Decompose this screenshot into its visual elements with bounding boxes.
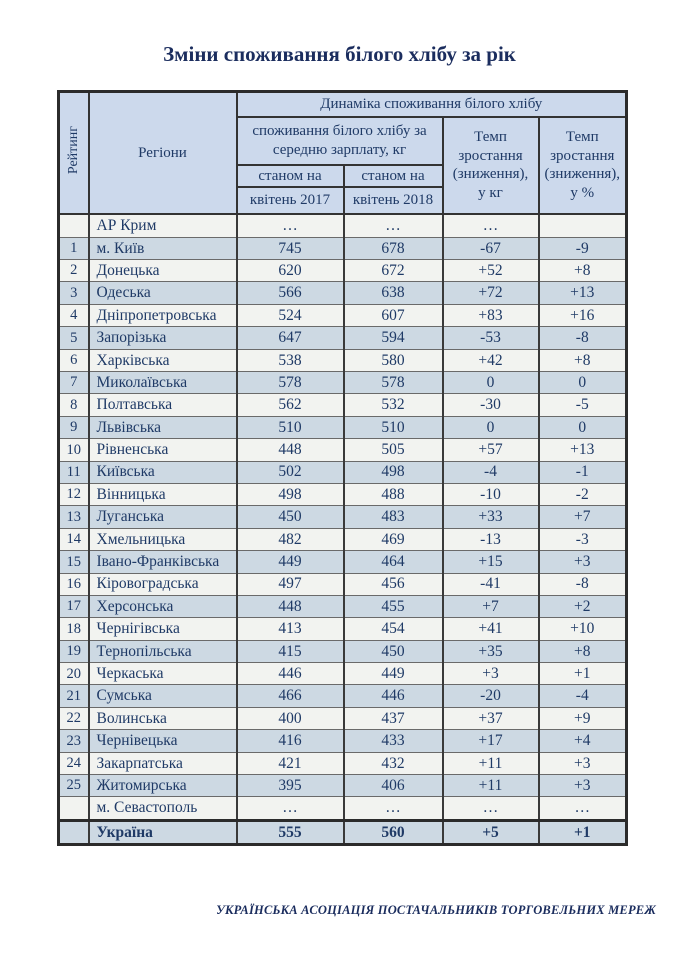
growth-kg-cell: 0 — [443, 371, 539, 393]
growth-kg-cell: -20 — [443, 685, 539, 707]
table-row — [59, 394, 627, 416]
rank-cell: 22 — [59, 707, 89, 729]
table-row — [59, 349, 627, 371]
growth-pct-cell: +3 — [539, 775, 627, 797]
growth-pct-cell: +16 — [539, 304, 627, 326]
rank-cell: 3 — [59, 282, 89, 304]
value-2017-cell: 538 — [237, 349, 344, 371]
rank-cell: 2 — [59, 260, 89, 282]
value-2018-cell: 450 — [344, 640, 443, 662]
rank-cell: 14 — [59, 528, 89, 550]
value-2018-cell: 638 — [344, 282, 443, 304]
table-row — [59, 327, 627, 349]
table-row — [59, 237, 627, 259]
rank-cell: 9 — [59, 416, 89, 438]
region-cell: Чернігівська — [89, 618, 237, 640]
growth-kg-cell: +11 — [443, 752, 539, 774]
table-row — [59, 461, 627, 483]
region-cell: Херсонська — [89, 595, 237, 617]
value-2018-cell: 406 — [344, 775, 443, 797]
growth-kg-cell: -67 — [443, 237, 539, 259]
growth-kg-cell: +57 — [443, 439, 539, 461]
value-2018-cell: 446 — [344, 685, 443, 707]
value-2017-cell: 745 — [237, 237, 344, 259]
region-cell: АР Крим — [89, 214, 237, 237]
growth-kg-cell: +17 — [443, 730, 539, 752]
value-2017-cell: 395 — [237, 775, 344, 797]
growth-pct-cell: +13 — [539, 439, 627, 461]
value-2018-cell: 532 — [344, 394, 443, 416]
growth-pct-cell: +1 — [539, 820, 627, 844]
value-2017-cell: … — [237, 797, 344, 820]
region-cell: Чернівецька — [89, 730, 237, 752]
header-rating-label: Рейтинг — [66, 126, 81, 175]
table-row — [59, 416, 627, 438]
table-row — [59, 707, 627, 729]
growth-pct-cell — [539, 214, 627, 237]
value-2018-cell: 580 — [344, 349, 443, 371]
growth-kg-cell: +5 — [443, 820, 539, 844]
growth-pct-cell: -9 — [539, 237, 627, 259]
value-2018-cell: 498 — [344, 461, 443, 483]
table-row — [59, 260, 627, 282]
growth-pct-cell: … — [539, 797, 627, 820]
value-2018-cell: 678 — [344, 237, 443, 259]
table-row — [59, 551, 627, 573]
header-dynamics: Динаміка споживання білого хлібу — [237, 92, 627, 117]
value-2017-cell: 502 — [237, 461, 344, 483]
region-cell: Черкаська — [89, 663, 237, 685]
growth-kg-cell: -41 — [443, 573, 539, 595]
value-2017-cell: 448 — [237, 439, 344, 461]
growth-kg-cell: -30 — [443, 394, 539, 416]
growth-pct-cell: -8 — [539, 327, 627, 349]
value-2018-cell: 488 — [344, 483, 443, 505]
value-2018-cell: 505 — [344, 439, 443, 461]
rank-cell: 13 — [59, 506, 89, 528]
growth-kg-cell: +7 — [443, 595, 539, 617]
value-2018-cell: … — [344, 214, 443, 237]
growth-pct-cell: +1 — [539, 663, 627, 685]
value-2018-cell: 560 — [344, 820, 443, 844]
region-cell: Тернопільська — [89, 640, 237, 662]
region-cell: Миколаївська — [89, 371, 237, 393]
table-row — [59, 439, 627, 461]
growth-pct-cell: -2 — [539, 483, 627, 505]
value-2018-cell: 464 — [344, 551, 443, 573]
region-cell: м. Київ — [89, 237, 237, 259]
growth-pct-cell: -4 — [539, 685, 627, 707]
table-row — [59, 506, 627, 528]
value-2018-cell: 455 — [344, 595, 443, 617]
growth-pct-cell: -5 — [539, 394, 627, 416]
growth-kg-cell: +83 — [443, 304, 539, 326]
growth-kg-cell: … — [443, 797, 539, 820]
growth-pct-cell: 0 — [539, 371, 627, 393]
growth-kg-cell: +33 — [443, 506, 539, 528]
region-cell: м. Севастополь — [89, 797, 237, 820]
growth-kg-cell: -4 — [443, 461, 539, 483]
growth-pct-cell: -3 — [539, 528, 627, 550]
rank-cell: 21 — [59, 685, 89, 707]
growth-pct-cell: +3 — [539, 752, 627, 774]
region-cell: Полтавська — [89, 394, 237, 416]
growth-kg-cell: +72 — [443, 282, 539, 304]
table-row — [59, 214, 627, 237]
value-2018-cell: 433 — [344, 730, 443, 752]
rank-cell: 7 — [59, 371, 89, 393]
header-asof-2017: станом на — [237, 165, 344, 188]
header-consumption: споживання білого хлібу за середню зарплату, кг — [237, 117, 443, 165]
value-2017-cell: 449 — [237, 551, 344, 573]
growth-pct-cell: +4 — [539, 730, 627, 752]
growth-kg-cell: +37 — [443, 707, 539, 729]
value-2017-cell: 415 — [237, 640, 344, 662]
region-cell: Київська — [89, 461, 237, 483]
growth-pct-cell: -8 — [539, 573, 627, 595]
consumption-table — [57, 90, 628, 846]
value-2018-cell: 578 — [344, 371, 443, 393]
region-cell: Івано-Франківська — [89, 551, 237, 573]
value-2017-cell: 498 — [237, 483, 344, 505]
header-regions: Регіони — [89, 92, 237, 215]
region-cell: Дніпропетровська — [89, 304, 237, 326]
growth-pct-cell: +8 — [539, 260, 627, 282]
region-cell: Харківська — [89, 349, 237, 371]
region-cell: Луганська — [89, 506, 237, 528]
value-2017-cell: 416 — [237, 730, 344, 752]
footer-text: УКРАЇНСЬКА АСОЦІАЦІЯ ПОСТАЧАЛЬНИКІВ ТОРГОВЕЛЬНИХ МЕРЕЖ — [216, 903, 656, 917]
rank-cell: 19 — [59, 640, 89, 662]
growth-kg-cell: -53 — [443, 327, 539, 349]
rank-cell: 23 — [59, 730, 89, 752]
rank-cell — [59, 820, 89, 844]
value-2018-cell: 672 — [344, 260, 443, 282]
growth-kg-cell: 0 — [443, 416, 539, 438]
table-row — [59, 685, 627, 707]
region-cell: Волинська — [89, 707, 237, 729]
value-2017-cell: 566 — [237, 282, 344, 304]
value-2018-cell: 449 — [344, 663, 443, 685]
rank-cell: 17 — [59, 595, 89, 617]
value-2017-cell: 578 — [237, 371, 344, 393]
value-2018-cell: 432 — [344, 752, 443, 774]
value-2017-cell: 446 — [237, 663, 344, 685]
table-header — [59, 92, 627, 215]
growth-kg-cell: +42 — [443, 349, 539, 371]
region-cell: Запорізька — [89, 327, 237, 349]
rank-cell: 15 — [59, 551, 89, 573]
region-cell: Україна — [89, 820, 237, 844]
value-2017-cell: 555 — [237, 820, 344, 844]
value-2017-cell: 450 — [237, 506, 344, 528]
rank-cell: 25 — [59, 775, 89, 797]
growth-pct-cell: +10 — [539, 618, 627, 640]
header-asof-2018: станом на — [344, 165, 443, 188]
table-row — [59, 640, 627, 662]
table-row — [59, 752, 627, 774]
header-april-2017: квітень 2017 — [237, 187, 344, 214]
value-2017-cell: 647 — [237, 327, 344, 349]
value-2017-cell: 448 — [237, 595, 344, 617]
value-2018-cell: 483 — [344, 506, 443, 528]
value-2017-cell: 400 — [237, 707, 344, 729]
table-row — [59, 304, 627, 326]
table-row — [59, 775, 627, 797]
region-cell: Кіровоградська — [89, 573, 237, 595]
growth-pct-cell: +8 — [539, 640, 627, 662]
growth-pct-cell: +2 — [539, 595, 627, 617]
rank-cell: 12 — [59, 483, 89, 505]
rank-cell: 10 — [59, 439, 89, 461]
value-2017-cell: 421 — [237, 752, 344, 774]
table-row — [59, 730, 627, 752]
growth-pct-cell: +3 — [539, 551, 627, 573]
table-row — [59, 595, 627, 617]
value-2018-cell: … — [344, 797, 443, 820]
growth-kg-cell: +52 — [443, 260, 539, 282]
rank-cell: 20 — [59, 663, 89, 685]
growth-kg-cell: +11 — [443, 775, 539, 797]
region-cell: Одеська — [89, 282, 237, 304]
growth-kg-cell: … — [443, 214, 539, 237]
header-april-2018: квітень 2018 — [344, 187, 443, 214]
header-growth-pct: Темп зростання (зниження), у % — [539, 117, 627, 215]
value-2018-cell: 456 — [344, 573, 443, 595]
growth-pct-cell: +7 — [539, 506, 627, 528]
value-2017-cell: 497 — [237, 573, 344, 595]
rank-cell: 6 — [59, 349, 89, 371]
rank-cell: 5 — [59, 327, 89, 349]
rank-cell: 18 — [59, 618, 89, 640]
header-growth-kg: Темп зростання (зниження), у кг — [443, 117, 539, 215]
value-2017-cell: … — [237, 214, 344, 237]
rank-cell — [59, 797, 89, 820]
value-2017-cell: 524 — [237, 304, 344, 326]
table-row — [59, 573, 627, 595]
region-cell: Хмельницька — [89, 528, 237, 550]
growth-pct-cell: +8 — [539, 349, 627, 371]
rank-cell: 1 — [59, 237, 89, 259]
table-row — [59, 663, 627, 685]
rank-cell: 11 — [59, 461, 89, 483]
value-2017-cell: 413 — [237, 618, 344, 640]
region-cell: Рівненська — [89, 439, 237, 461]
growth-kg-cell: -13 — [443, 528, 539, 550]
rank-cell: 16 — [59, 573, 89, 595]
value-2017-cell: 510 — [237, 416, 344, 438]
total-row — [59, 820, 627, 844]
growth-kg-cell: +35 — [443, 640, 539, 662]
value-2017-cell: 562 — [237, 394, 344, 416]
value-2018-cell: 510 — [344, 416, 443, 438]
table-row — [59, 528, 627, 550]
table-row — [59, 483, 627, 505]
region-cell: Львівська — [89, 416, 237, 438]
value-2017-cell: 482 — [237, 528, 344, 550]
rank-cell: 8 — [59, 394, 89, 416]
table-row — [59, 618, 627, 640]
region-cell: Донецька — [89, 260, 237, 282]
table-body — [59, 214, 627, 844]
growth-pct-cell: +9 — [539, 707, 627, 729]
value-2018-cell: 594 — [344, 327, 443, 349]
growth-kg-cell: +41 — [443, 618, 539, 640]
region-cell: Сумська — [89, 685, 237, 707]
growth-kg-cell: -10 — [443, 483, 539, 505]
growth-pct-cell: 0 — [539, 416, 627, 438]
rank-cell — [59, 214, 89, 237]
growth-pct-cell: +13 — [539, 282, 627, 304]
region-cell: Вінницька — [89, 483, 237, 505]
rank-cell: 4 — [59, 304, 89, 326]
growth-kg-cell: +3 — [443, 663, 539, 685]
value-2018-cell: 437 — [344, 707, 443, 729]
page-title: Зміни споживання білого хлібу за рік — [163, 42, 516, 66]
growth-pct-cell: -1 — [539, 461, 627, 483]
header-rating — [59, 92, 89, 215]
value-2018-cell: 454 — [344, 618, 443, 640]
region-cell: Житомирська — [89, 775, 237, 797]
region-cell: Закарпатська — [89, 752, 237, 774]
growth-kg-cell: +15 — [443, 551, 539, 573]
value-2018-cell: 607 — [344, 304, 443, 326]
value-2017-cell: 620 — [237, 260, 344, 282]
value-2017-cell: 466 — [237, 685, 344, 707]
header-row-dynamics — [59, 92, 627, 117]
rank-cell: 24 — [59, 752, 89, 774]
table-row — [59, 371, 627, 393]
table-row — [59, 797, 627, 820]
table-row — [59, 282, 627, 304]
value-2018-cell: 469 — [344, 528, 443, 550]
